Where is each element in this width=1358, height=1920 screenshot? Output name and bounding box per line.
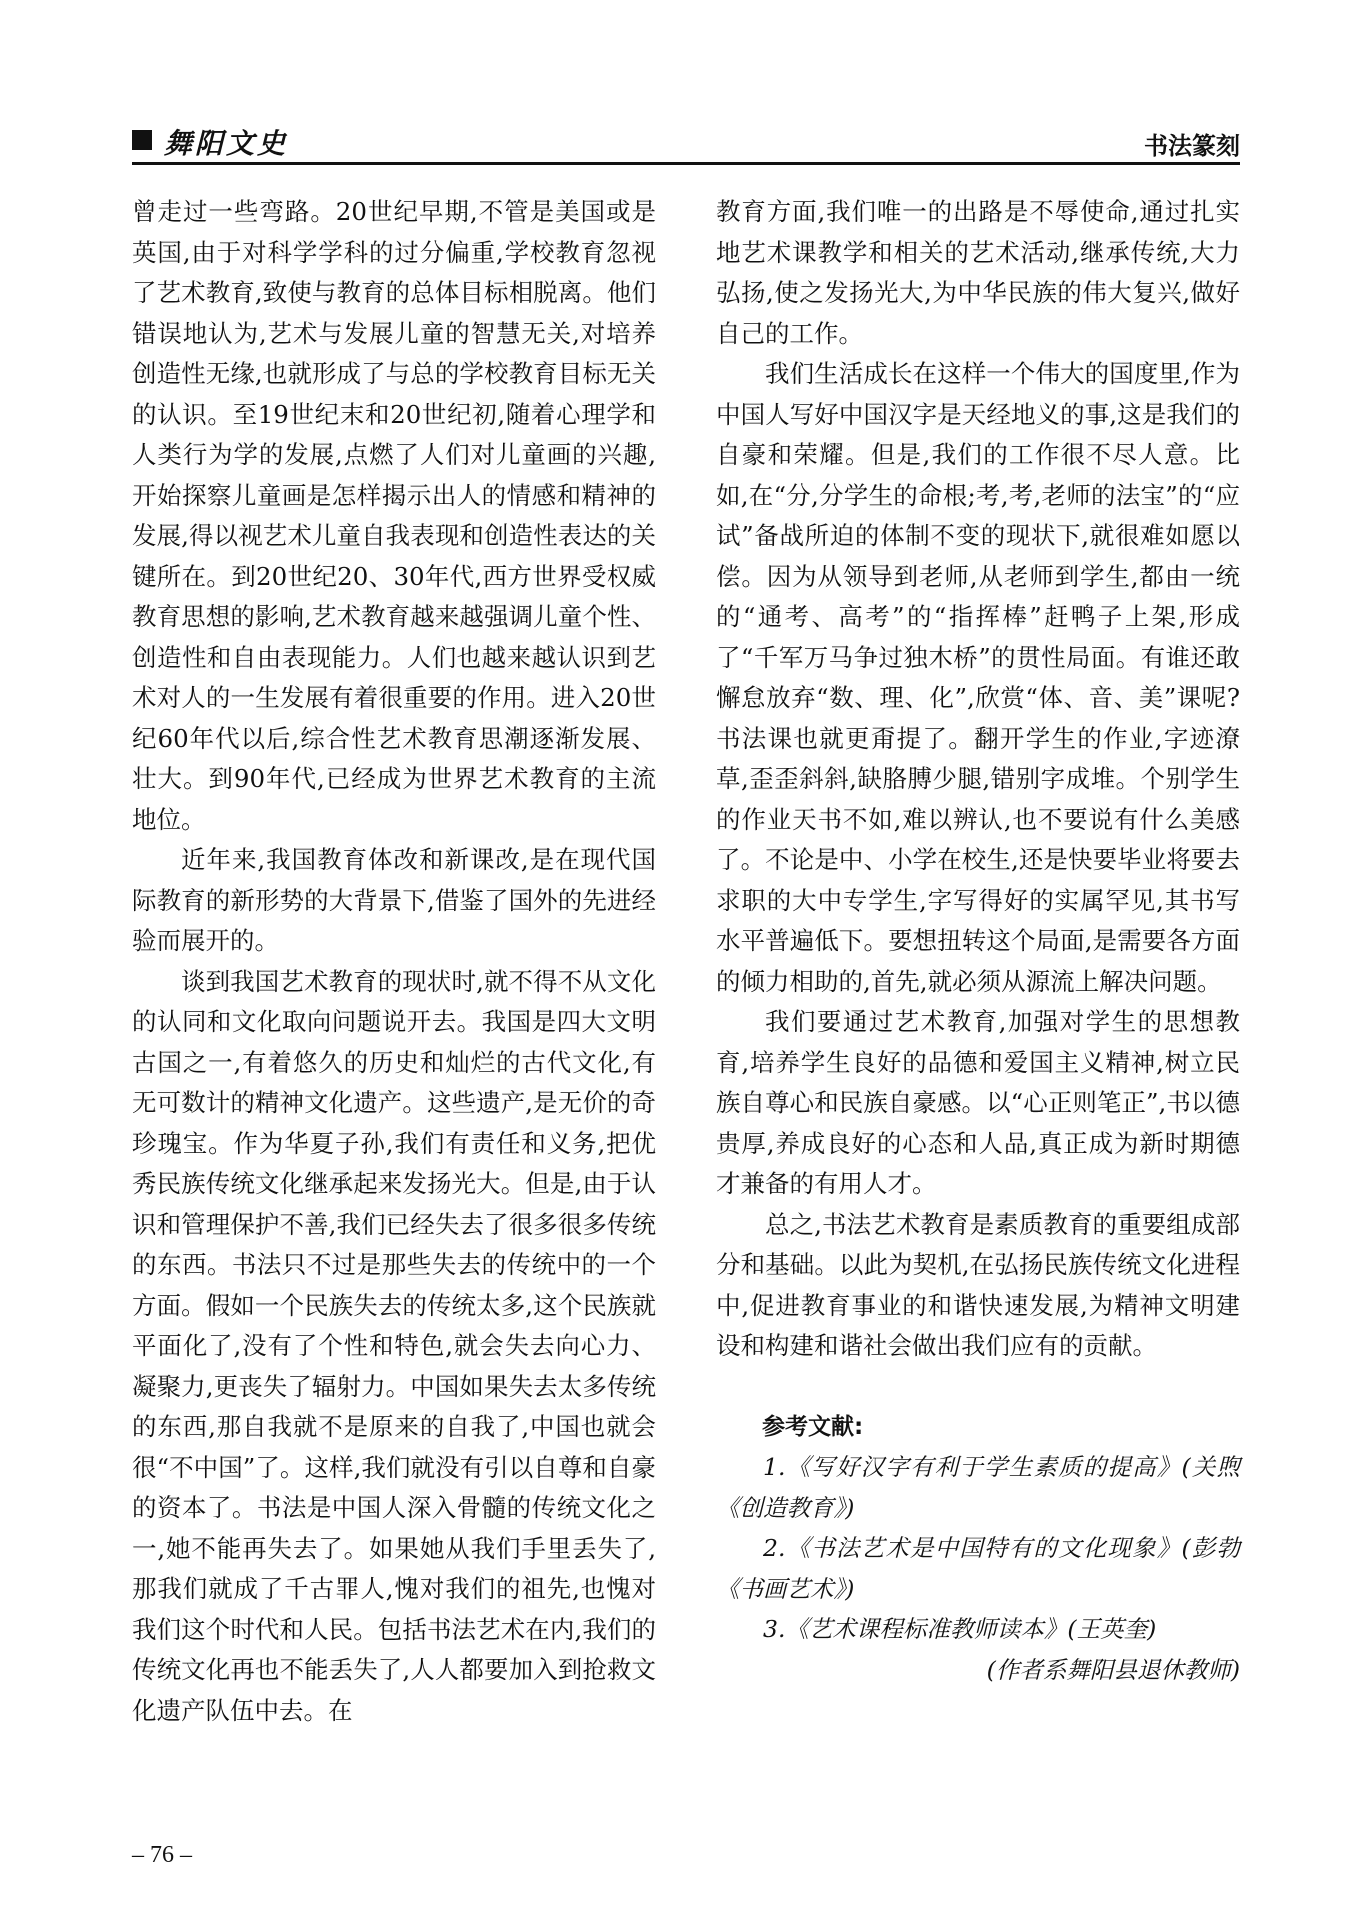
paragraph: 曾走过一些弯路。20世纪早期,不管是美国或是英国,由于对科学学科的过分偏重,学校教育忽视了艺术教育,致使与教育的总体目标相脱离。他们错误地认为,艺术与发展儿童的智慧无关,对培养创造性无缘,也就形成了与总的学校教育目标无关的认识。至19世纪末和20世纪初,随着心理学和人类行为学的发展,点燃了人们对儿童画的兴趣,开始探察儿童画是怎样揭示出人的情感和精神的发展,得以视艺术儿童自我表现和创造性表达的关键所在。到20世纪20、30年代,西方世界受权威教育思想的影响,艺术教育越来越强调儿童个性、创造性和自由表现能力。人们也越来越认识到艺术对人的一生发展有着很重要的作用。进入20世纪60年代以后,综合性艺术教育思潮逐渐发展、壮大。到90年代,已经成为世界艺术教育的主流地位。 — [132, 197, 656, 834]
paragraph: 近年来,我国教育体改和新课改,是在现代国际教育的新形势的大背景下,借鉴了国外的先进经验而展开的。 — [132, 845, 656, 955]
author-note: (作者系舞阳县退休教师) — [986, 1655, 1240, 1684]
section-title: 书法篆刻 — [1144, 132, 1240, 160]
left-column — [132, 192, 656, 1731]
paragraph: 谈到我国艺术教育的现状时,就不得不从文化的认同和文化取向问题说开去。我国是四大文明古国之一,有着悠久的历史和灿烂的古代文化,有无可数计的精神文化遗产。这些遗产,是无价的奇珍瑰宝。作为华夏子孙,我们有责任和义务,把优秀民族传统文化继承起来发扬光大。但是,由于认识和管理保护不善,我们已经失去了很多很多传统的东西。书法只不过是那些失去的传统中的一个方面。假如一个民族失去的传统太多,这个民族就平面化了,没有了个性和特色,就会失去向心力、凝聚力,更丧失了辐射力。中国如果失去太多传统的东西,那自我就不是原来的自我了,中国也就会很“不中国”了。这样,我们就没有引以自尊和自豪的资本了。书法是中国人深入骨髓的传统文化之一,她不能再失去了。如果她从我们手里丢失了,那我们就成了千古罪人,愧对我们的祖先,也愧对我们这个时代和人民。包括书法艺术在内,我们的传统文化再也不能丢失了,人人都要加入到抢救文化遗产队伍中去。在 — [132, 966, 656, 1725]
paragraph: 我们要通过艺术教育,加强对学生的思想教育,培养学生良好的品德和爱国主义精神,树立民族自尊心和民族自豪感。以“心正则笔正”,书以德贵厚,养成良好的心态和人品,真正成为新时期德才兼备的有用人才。 — [716, 1007, 1240, 1198]
paragraph: 总之,书法艺术教育是素质教育的重要组成部分和基础。以此为契机,在弘扬民族传统文化进程中,促进教育事业的和谐快速发展,为精神文明建设和构建和谐社会做出我们应有的贡献。 — [716, 1209, 1240, 1360]
paragraph: 教育方面,我们唯一的出路是不辱使命,通过扎实地艺术课教学和相关的艺术活动,继承传统,大力弘扬,使之发扬光大,为中华民族的伟大复兴,做好自己的工作。 — [716, 197, 1240, 348]
header-square-icon — [132, 130, 152, 150]
page-header — [132, 122, 1240, 160]
page-number: – 76 – — [132, 1842, 192, 1868]
reference-item: 2.《书法艺术是中国特有的文化现象》(彭勃《书画艺术》) — [716, 1534, 1240, 1603]
header-rule — [132, 162, 1240, 165]
reference-item: 1.《写好汉字有利于学生素质的提高》(关煦《创造教育》) — [716, 1453, 1240, 1522]
right-column — [716, 192, 1240, 1690]
references-title: 参考文献: — [762, 1413, 864, 1440]
paragraph: 我们生活成长在这样一个伟大的国度里,作为中国人写好中国汉字是天经地义的事,这是我们的自豪和荣耀。但是,我们的工作很不尽人意。比如,在“分,分学生的命根;考,考,老师的法宝”的“应试”备战所迫的体制不变的现状下,就很难如愿以偿。因为从领导到老师,从老师到学生,都由一统的“通考、高考”的“指挥棒”赶鸭子上架,形成了“千军万马争过独木桥”的贯性局面。有谁还敢懈怠放弃“数、理、化”,欣赏“体、音、美”课呢?书法课也就更甭提了。翻开学生的作业,字迹潦草,歪歪斜斜,缺胳膊少腿,错别字成堆。个别学生的作业天书不如,难以辨认,也不要说有什么美感了。不论是中、小学在校生,还是快要毕业将要去求职的大中专学生,字写得好的实属罕见,其书写水平普遍低下。要想扭转这个局面,是需要各方面的倾力相助的,首先,就必须从源流上解决问题。 — [716, 359, 1240, 996]
reference-item: 3.《艺术课程标准教师读本》(王英奎) — [763, 1615, 1157, 1643]
journal-title: 舞阳文史 — [164, 127, 289, 160]
